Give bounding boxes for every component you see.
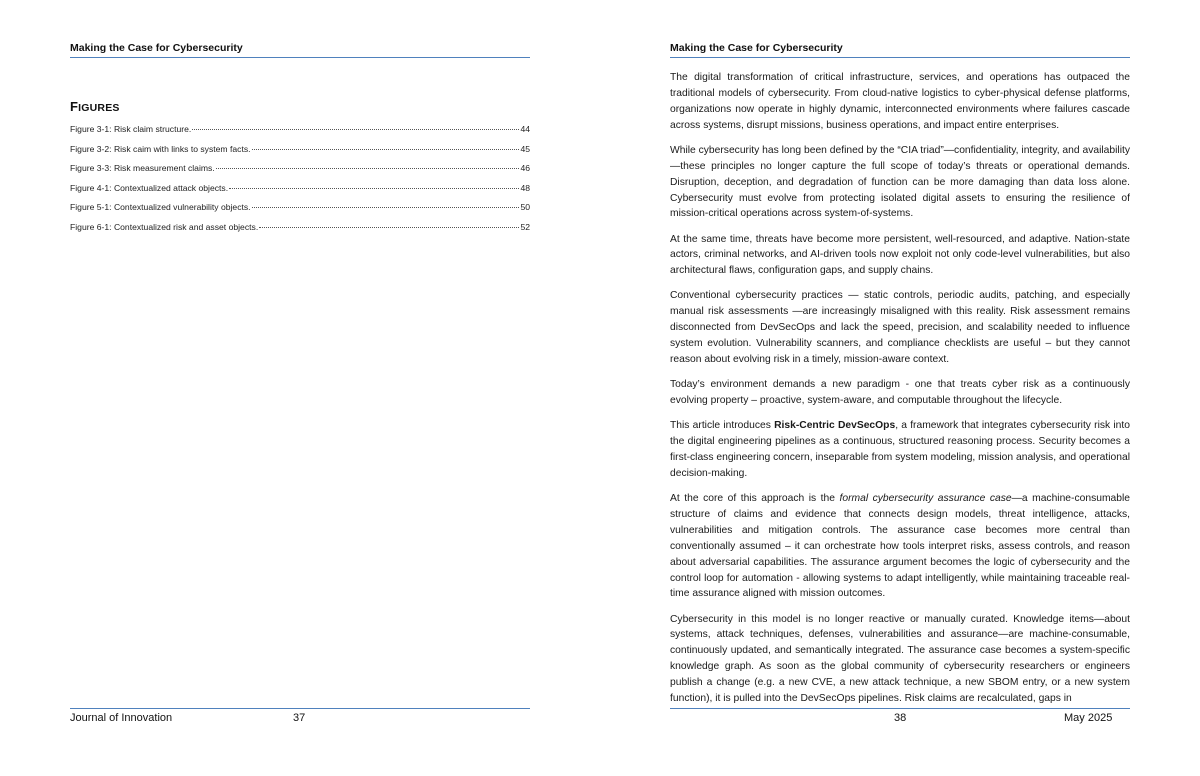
right-page-number: 38: [894, 712, 907, 724]
figures-heading: [70, 99, 120, 114]
figure-list-entry[interactable]: [70, 183, 530, 203]
issue-date: May 2025: [1064, 712, 1113, 724]
dot-leader: [229, 188, 519, 189]
dot-leader: [252, 207, 520, 208]
left-page-number: 37: [293, 712, 306, 724]
emphasis-bold: Risk-Centric DevSecOps: [774, 420, 896, 432]
body-paragraph: Cybersecurity in this model is no longer reactive or manually curated. Knowledge items—about systems, attack techniques, defenses, vulnerabilities and assurance—are machine-consumable, continuously updated, and semantically integrated. The assurance case becomes a system-specific knowledge graph. As soon as the global community of cybersecurity researchers or engineers publish a change (e.g. a new CVE, a new attack technique, a new SBOM entry, or a new system function), it is pulled into the DevSecOps pipelines. Risk claims are recalculated, gaps in: [670, 613, 1130, 705]
body-paragraph: While cybersecurity has long been defined by the “CIA triad”—confidentiality, integrity, and availability—these principles no longer capture the full scope of today’s threats or operational demands. Disruption, deception, and degradation of function can be more damaging than data loss alone. Cybersecurity must evolve from protecting isolated digital assets to ensuring the resilience of mission-critical operations across system-of-systems.: [670, 144, 1130, 220]
body-paragraph: At the same time, threats have become more persistent, well-resourced, and adaptive. Nation-state actors, criminal networks, and AI-driven tools now exploit not only code-level vulnerabilities, but also architectural flaws, configuration gaps, and supply chains.: [670, 233, 1130, 277]
figure-entry-title: Figure 5-1: Contextualized vulnerability objects.: [70, 202, 251, 213]
figure-entry-page: 52: [520, 221, 530, 232]
figure-entry-page: 48: [520, 182, 530, 193]
left-running-header: Making the Case for Cybersecurity: [70, 42, 530, 58]
figure-entry-title: Figure 3-2: Risk caim with links to system facts.: [70, 143, 251, 154]
figures-list: [70, 124, 530, 242]
figure-list-entry[interactable]: [70, 144, 530, 164]
figure-entry-title: Figure 3-3: Risk measurement claims.: [70, 163, 215, 174]
body-paragraph: The digital transformation of critical infrastructure, services, and operations has outpaced the traditional models of cybersecurity. From cloud-native logistics to cyber-physical defense platforms, organizations now operate in highly dynamic, interconnected environments where failures cascade across systems, disrupt missions, business operations, and impact entire enterprises.: [670, 72, 1130, 131]
dot-leader: [252, 149, 520, 150]
figure-list-entry[interactable]: [70, 222, 530, 242]
dot-leader: [192, 129, 519, 130]
figure-entry-title: Figure 4-1: Contextualized attack objects.: [70, 182, 229, 193]
body-paragraph: Today’s environment demands a new paradigm - one that treats cyber risk as a continuously evolving property – proactive, system-aware, and computable throughout the lifecycle.: [670, 379, 1130, 407]
paragraph-text: At the core of this approach is the: [670, 492, 840, 504]
body-paragraph: Conventional cybersecurity practices — static controls, periodic audits, patching, and especially manual risk assessments —are increasingly misaligned with this reality. Risk assessment remains disconnected from DevSecOps and lack the speed, precision, and scalability needed to influence system evolution. Vulnerability scanners, and compliance checklists are useful – but they cannot reason about evolving risk in a timely, mission-aware context.: [670, 290, 1130, 366]
right-footer-rule: [670, 708, 1130, 709]
figure-entry-page: 45: [520, 143, 530, 154]
left-footer-rule: [70, 708, 530, 709]
paragraph-text: —a machine-consumable structure of claims and evidence that connects design models, threat intelligence, attacks, vulnerabilities and mitigation controls. The assurance case becomes more central than conventionally assumed – it can orchestrate how tools interpret risks, assess controls, and reason about adversarial capabilities. The assurance argument becomes the logic of cybersecurity and the control loop for automation - allowing systems to adapt intelligently, while maintaining traceable real-time assurance aligned with mission outcomes.: [670, 492, 1130, 600]
figures-heading-rest: IGURES: [78, 102, 120, 114]
dot-leader: [216, 168, 520, 169]
journal-name: Journal of Innovation: [70, 712, 173, 724]
figure-list-entry[interactable]: [70, 163, 530, 183]
figure-list-entry[interactable]: [70, 124, 530, 144]
emphasis-italic: formal cybersecurity assurance case: [839, 492, 1012, 504]
body-paragraph: [670, 491, 1130, 602]
figure-entry-page: 50: [520, 202, 530, 213]
figure-list-entry[interactable]: [70, 202, 530, 222]
paragraph-text: , a framework that integrates cybersecurity risk into the digital engineering pipelines as a continuous, structured reasoning process. Security becomes a first-class engineering concern, inseparable from system modeling, mission analysis, and operational decision-making.: [670, 420, 1130, 479]
figure-entry-title: Figure 6-1: Contextualized risk and asset objects.: [70, 221, 259, 232]
body-paragraph: [670, 418, 1130, 482]
article-body: [670, 70, 1130, 716]
figures-heading-initial: F: [70, 99, 79, 114]
figure-entry-page: 44: [520, 124, 530, 134]
paragraph-text: This article introduces: [670, 420, 775, 432]
figure-entry-page: 46: [520, 163, 530, 174]
right-running-header: Making the Case for Cybersecurity: [670, 42, 1130, 58]
dot-leader: [259, 227, 519, 228]
figure-entry-title: Figure 3-1: Risk claim structure.: [70, 124, 192, 134]
right-page: [600, 0, 1200, 776]
